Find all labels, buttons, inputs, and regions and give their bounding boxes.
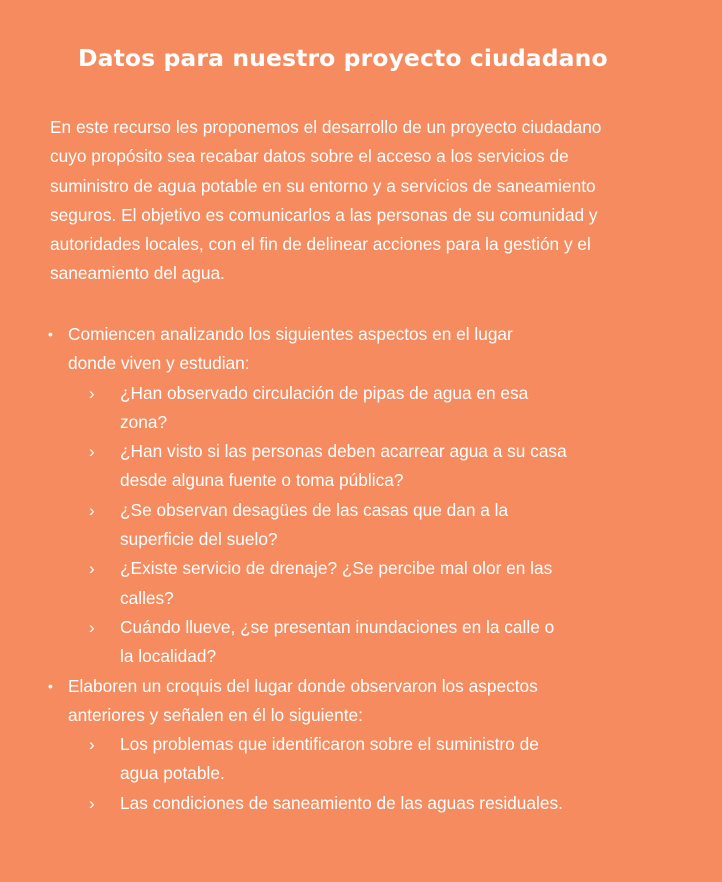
sublist-item-text: ¿Han observado circulación de pipas de agua en esa	[120, 382, 529, 403]
sublist-item-text: ¿Han visto si las personas deben acarrear agua a su casa	[120, 441, 567, 462]
sublist-item-text: la localidad?	[120, 646, 217, 667]
intro-paragraph	[50, 113, 715, 289]
list-item-sketch	[0, 672, 722, 818]
chevron-right-icon: ›	[89, 559, 95, 579]
sublist-item	[68, 554, 722, 613]
intro-line: autoridades locales, con el fin de delinear acciones para la gestión y el	[50, 234, 591, 255]
sublist-item-text: superficie del suelo?	[120, 529, 278, 550]
sublist-item-text: Cuándo llueve, ¿se presentan inundaciones en la calle o	[120, 616, 555, 637]
sublist-item	[68, 730, 722, 789]
list-item-analyze	[0, 320, 722, 672]
list-item-text: Comiencen analizando los siguientes aspectos en el lugar	[68, 324, 513, 344]
bullet-dot-icon: •	[48, 326, 53, 342]
analysis-questions-list	[68, 379, 722, 672]
sublist-item-text: desde alguna fuente o toma pública?	[120, 470, 404, 491]
intro-line: cuyo propósito sea recabar datos sobre el acceso a los servicios de	[50, 146, 569, 167]
list-item-text: Elaboren un croquis del lugar donde observaron los aspectos	[68, 675, 538, 696]
chevron-right-icon: ›	[89, 617, 95, 637]
intro-line: En este recurso les proponemos el desarrollo de un proyecto ciudadano	[50, 117, 602, 137]
intro-line: seguros. El objetivo es comunicarlos a las personas de su comunidad y	[50, 204, 598, 225]
sublist-item-text: zona?	[120, 411, 168, 432]
sublist-item	[68, 613, 722, 672]
bullet-dot-icon: •	[48, 677, 53, 694]
list-item-text: donde viven y estudian:	[68, 353, 250, 374]
sublist-item	[68, 379, 722, 438]
chevron-right-icon: ›	[89, 383, 95, 403]
page-title: Datos para nuestro proyecto ciudadano	[78, 44, 608, 72]
chevron-right-icon: ›	[89, 442, 95, 462]
chevron-right-icon: ›	[89, 500, 95, 520]
sublist-item-text: ¿Se observan desagües de las casas que dan a la	[120, 499, 509, 520]
intro-line: suministro de agua potable en su entorno y a servicios de saneamiento	[50, 175, 596, 196]
intro-line: saneamiento del agua.	[50, 263, 225, 284]
chevron-right-icon: ›	[89, 793, 95, 813]
list-item-text: anteriores y señalen en él lo siguiente:	[68, 704, 363, 725]
sublist-item-text: Los problemas que identificaron sobre el suministro de	[120, 734, 539, 755]
sublist-item	[68, 437, 722, 496]
chevron-right-icon: ›	[89, 735, 95, 755]
sublist-item	[68, 496, 722, 555]
sublist-item-text: calles?	[120, 587, 174, 608]
sublist-item-text: agua potable.	[120, 763, 225, 784]
instructions-list	[0, 320, 722, 818]
sublist-item-text: Las condiciones de saneamiento de las aguas residuales.	[120, 792, 563, 813]
sublist-item-text: ¿Existe servicio de drenaje? ¿Se percibe mal olor en las	[120, 558, 553, 579]
sketch-points-list	[68, 730, 722, 818]
sublist-item	[68, 789, 722, 818]
